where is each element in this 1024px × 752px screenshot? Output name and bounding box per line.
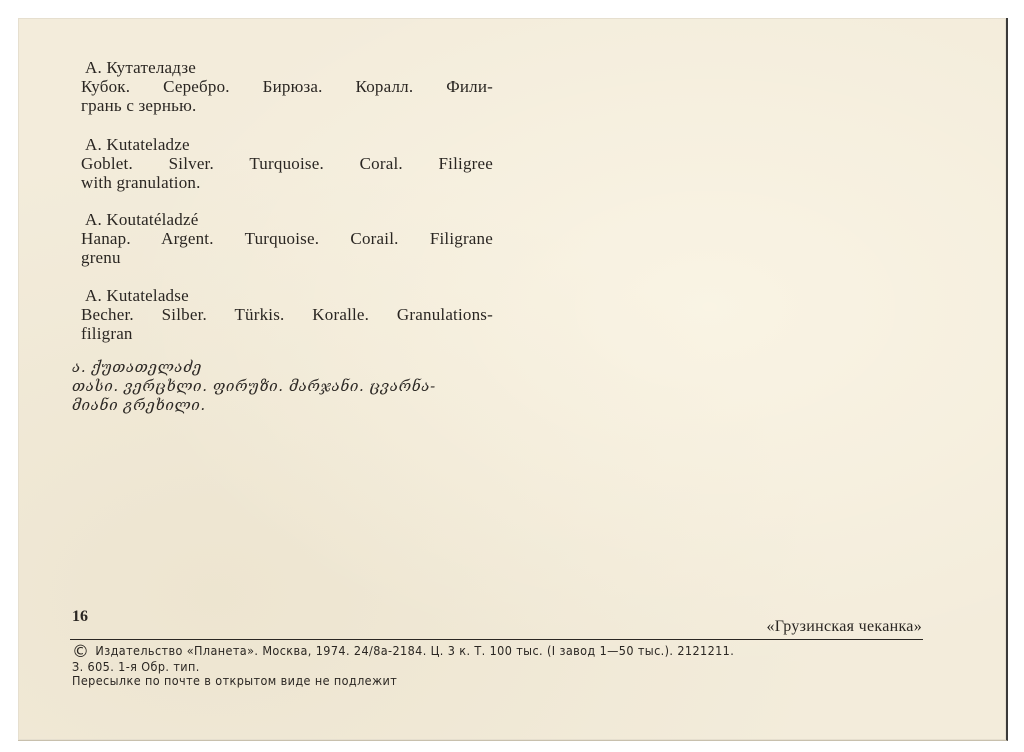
caption-description-line: თასი. ვერცხლი. ფირუზი. მარჯანი. ცვარნა-: [72, 377, 436, 395]
caption-author: A. Koutatéladzé: [85, 210, 199, 229]
caption-description: Hanap. Argent. Turquoise. Corail. Filigrane grenu: [81, 229, 493, 267]
imprint-line: З. 605. 1-я Обр. тип.: [72, 658, 200, 674]
caption-russian: [81, 58, 493, 115]
caption-author: A. Kutateladse: [85, 286, 189, 305]
postcard-back: [18, 18, 1008, 741]
imprint-text: Издательство «Планета». Москва, 1974. 24/8а-2184. Ц. 3 к. Т. 100 тыс. (I завод 1—50 тыс.). 2121211.: [95, 643, 735, 658]
copyright-icon: ©: [72, 642, 90, 662]
caption-author: ა. ქუთათელაძე: [72, 358, 202, 376]
imprint-line: [72, 644, 932, 660]
caption-english: [81, 135, 493, 192]
divider-line: [70, 639, 923, 640]
caption-french: [81, 210, 493, 267]
caption-description-line: მიანი გრეხილი.: [72, 396, 206, 414]
caption-description: Кубок. Серебро. Бирюза. Коралл. Фили- грань с зернью.: [81, 77, 493, 115]
imprint-line: Пересылке по почте в открытом виде не подлежит: [72, 673, 398, 688]
caption-author: А. Кутателадзе: [85, 58, 197, 77]
caption-author: A. Kutateladze: [85, 135, 190, 154]
caption-description: Goblet. Silver. Turquoise. Coral. Filigree with granulation.: [81, 154, 493, 192]
publisher-imprint: [72, 644, 932, 689]
page-number: 16: [72, 608, 88, 625]
caption-german: [81, 286, 493, 343]
caption-georgian: [72, 358, 492, 415]
series-title: «Грузинская чеканка»: [766, 618, 922, 635]
caption-description: Becher. Silber. Türkis. Koralle. Granulations- filigran: [81, 305, 493, 343]
